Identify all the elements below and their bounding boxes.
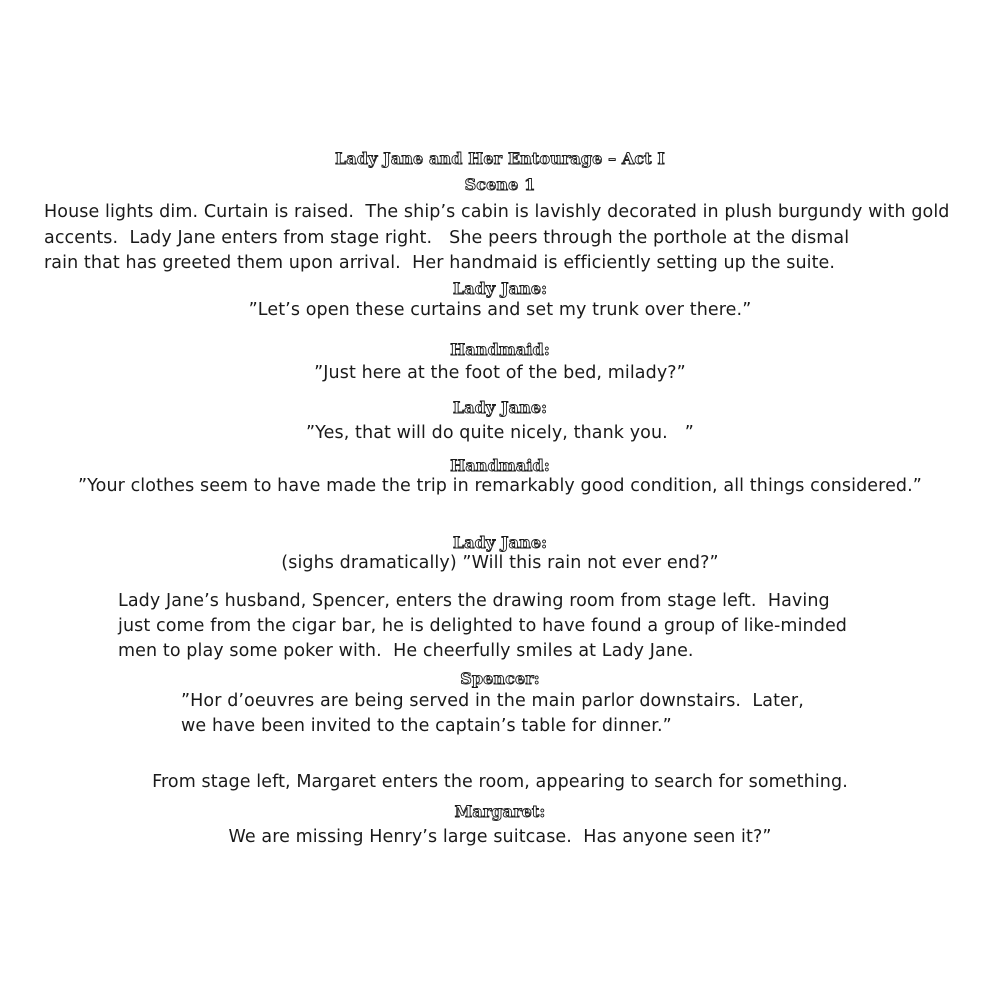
dialogue-line: ”Yes, that will do quite nicely, thank you. ” (306, 423, 694, 443)
stage-direction-line: From stage left, Margaret enters the room, appearing to search for something. (152, 772, 848, 792)
stage-direction-line: Lady Jane’s husband, Spencer, enters the drawing room from stage left. Having (118, 591, 830, 611)
stage-direction-line: rain that has greeted them upon arrival. Her handmaid is efficiently setting up the suite. (44, 253, 836, 273)
page-title: Lady Jane and Her Entourage – Act I (335, 149, 665, 168)
dialogue-line: (sighs dramatically) ”Will this rain not ever end?” (281, 553, 719, 573)
speaker-name: Lady Jane: (452, 279, 548, 298)
speaker-name: Handmaid: (450, 456, 550, 475)
stage-direction-line: House lights dim. Curtain is raised. The ship’s cabin is lavishly decorated in plush burgundy with gold (44, 202, 950, 222)
stage-direction-line: accents. Lady Jane enters from stage right. She peers through the porthole at the dismal (44, 228, 850, 248)
dialogue-line: ”Let’s open these curtains and set my trunk over there.” (248, 300, 752, 320)
speaker-name: Lady Jane: (452, 398, 548, 417)
stage-direction-line: just come from the cigar bar, he is delighted to have found a group of like-minded (118, 616, 848, 636)
dialogue-line: We are missing Henry’s large suitcase. Has anyone seen it?” (228, 827, 772, 847)
speaker-name: Spencer: (460, 669, 540, 688)
speaker-name: Margaret: (454, 802, 546, 821)
dialogue-line: ”Your clothes seem to have made the trip in remarkably good condition, all things considered.” (78, 476, 922, 496)
dialogue-line: we have been invited to the captain’s table for dinner.” (181, 716, 672, 736)
speaker-name: Lady Jane: (452, 533, 548, 552)
dialogue-line: ”Hor d’oeuvres are being served in the main parlor downstairs. Later, (181, 691, 804, 711)
speaker-name: Handmaid: (450, 340, 550, 359)
scene-heading: Scene 1 (464, 175, 536, 194)
dialogue-line: ”Just here at the foot of the bed, milady?” (314, 363, 686, 383)
stage-direction-line: men to play some poker with. He cheerfully smiles at Lady Jane. (118, 641, 694, 661)
